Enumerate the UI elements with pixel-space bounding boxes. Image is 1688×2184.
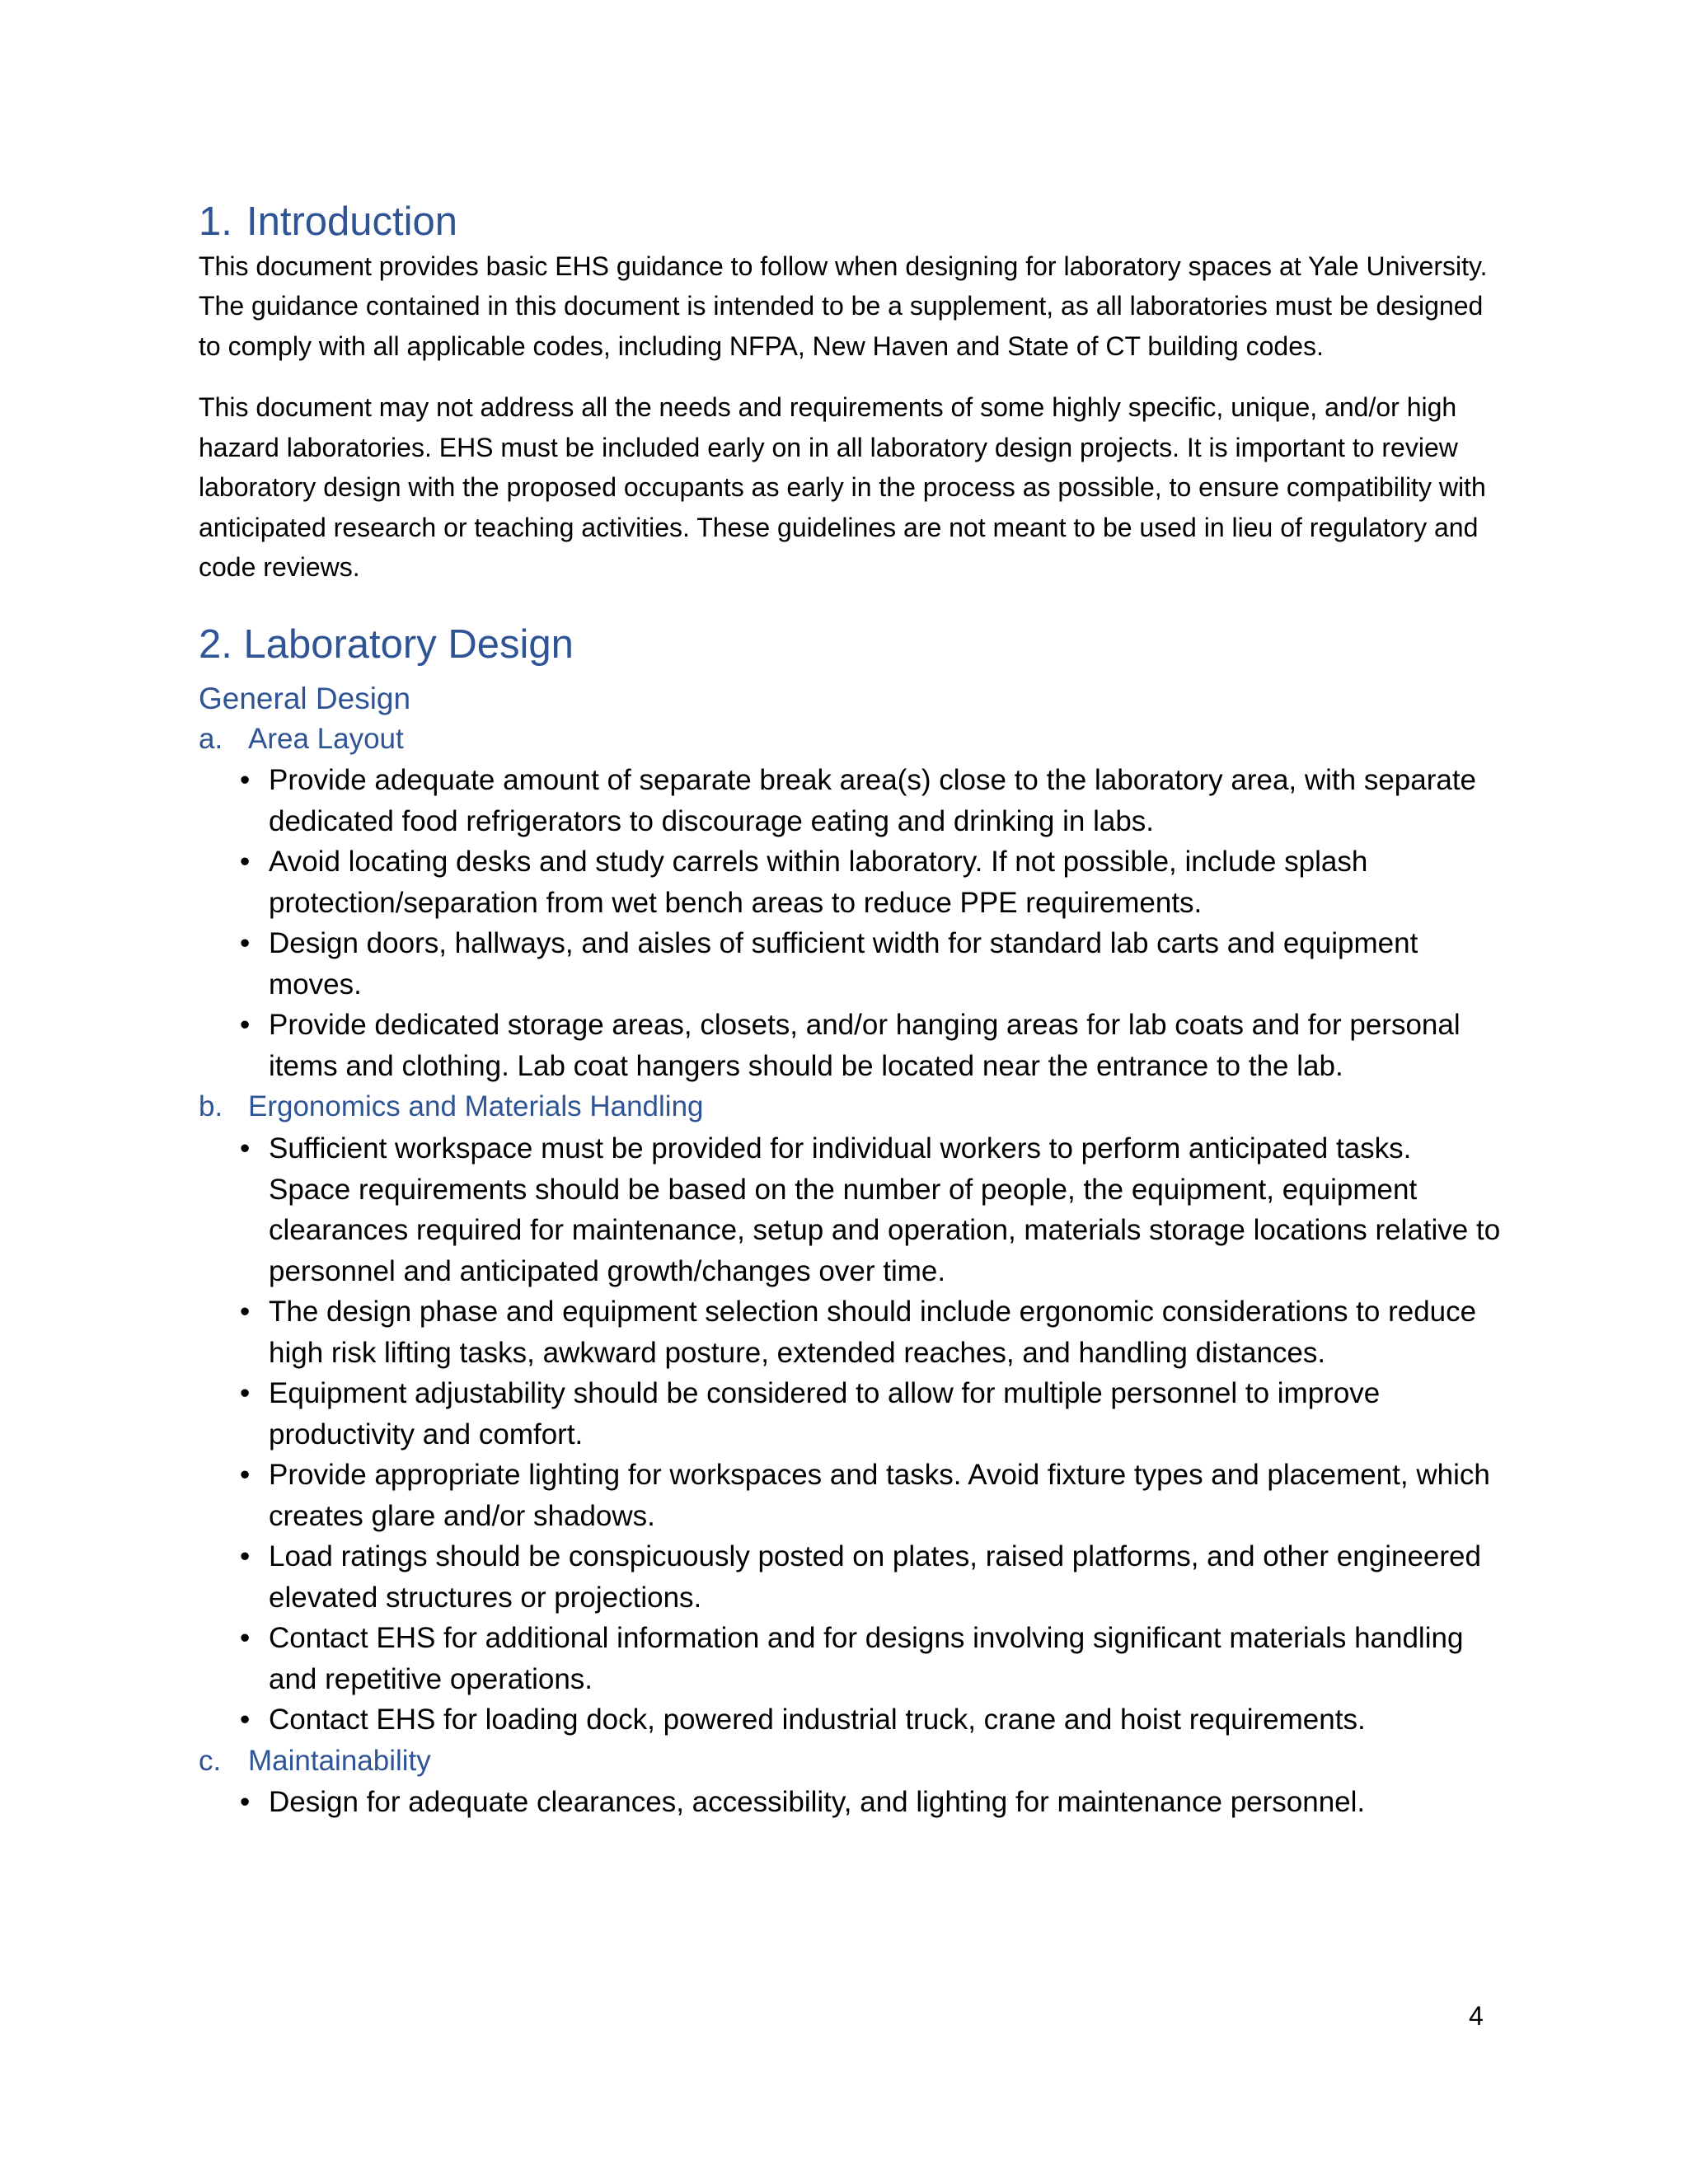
list-item [199, 1005, 1501, 1086]
list-item-text: Avoid locating desks and study carrels within laboratory. If not possible, include splash protection/separation from wet bench areas to reduce PPE requirements. [269, 846, 1368, 919]
section-title: Ergonomics and Materials Handling [248, 1090, 704, 1123]
bullet-icon: • [240, 1786, 251, 1819]
bullet-icon: • [240, 1132, 251, 1165]
bullet-icon: • [240, 1459, 251, 1492]
list-item [199, 1699, 1501, 1741]
list-item-text: Load ratings should be conspicuously posted on plates, raised platforms, and other engineered elevated structures or projections. [269, 1540, 1481, 1614]
list-item [199, 1128, 1501, 1291]
list-item [199, 1536, 1501, 1618]
list-item-text: Provide adequate amount of separate break area(s) close to the laboratory area, with separate dedicated food refrigerators to discourage eating and drinking in labs. [269, 764, 1477, 837]
section-heading [199, 1086, 1501, 1128]
heading-number: 1. [199, 199, 232, 244]
laboratory-design-heading: 2. Laboratory Design [199, 621, 574, 667]
intro-paragraph-2: This document may not address all the needs and requirements of some highly specific, unique, and/or high hazard laboratories. EHS must be included early on in all laboratory design projects. It is important to review laboratory design with the proposed occupants as early in the process as possible, to ensure compatibility with anticipated research or teaching activities. These guidelines are not meant to be used in lieu of regulatory and code reviews. [199, 392, 1486, 583]
bullet-list [199, 1128, 1501, 1741]
bullet-icon: • [240, 1622, 251, 1655]
section-letter: c. [199, 1744, 222, 1777]
list-item [199, 1373, 1501, 1455]
list-item [199, 1455, 1501, 1536]
list-item-text: Design for adequate clearances, accessibility, and lighting for maintenance personnel. [269, 1786, 1366, 1819]
bullet-icon: • [240, 1704, 251, 1736]
bullet-icon: • [240, 1540, 251, 1573]
list-item [199, 923, 1501, 1005]
section-letter: a. [199, 722, 223, 755]
list-item [199, 1782, 1501, 1823]
list-item-text: Contact EHS for loading dock, powered industrial truck, crane and hoist requirements. [269, 1704, 1366, 1736]
heading-text: Introduction [246, 199, 458, 244]
list-item [199, 1291, 1501, 1373]
list-item-text: Provide appropriate lighting for workspaces and tasks. Avoid fixture types and placement, which creates glare and/or shadows. [269, 1459, 1490, 1532]
section-title: Maintainability [248, 1744, 431, 1777]
section-area-layout [199, 719, 1501, 1087]
list-item-text: Design doors, hallways, and aisles of sufficient width for standard lab carts and equipment moves. [269, 927, 1418, 1001]
bullet-icon: • [240, 1009, 251, 1042]
intro-paragraph-1: This document provides basic EHS guidance to follow when designing for laboratory spaces at Yale University. The guidance contained in this document is intended to be a supplement, as all laboratories must be designed to comply with all applicable codes, including NFPA, New Haven and State of CT building codes. [199, 251, 1488, 361]
section-maintainability [199, 1741, 1501, 1823]
list-item-text: Equipment adjustability should be considered to allow for multiple personnel to improve productivity and comfort. [269, 1377, 1381, 1451]
bullet-list [199, 760, 1501, 1086]
list-item-text: Provide dedicated storage areas, closets, and/or hanging areas for lab coats and for personal items and clothing. Lab coat hangers should be located near the entrance to the lab. [269, 1009, 1461, 1082]
bullet-list [199, 1782, 1501, 1823]
document-page [199, 198, 1501, 1823]
list-item [199, 841, 1501, 923]
bullet-icon: • [240, 1377, 251, 1410]
bullet-icon: • [240, 764, 251, 797]
general-design-subheading: General Design [199, 681, 411, 715]
introduction-heading [199, 198, 1501, 246]
page-number: 4 [1469, 2001, 1484, 2031]
section-heading [199, 719, 1501, 761]
list-item-text: Sufficient workspace must be provided for individual workers to perform anticipated tasks. Space requirements should be based on the number of people, the equipment, equipment clearances required for maintenance, setup and operation, materials storage locations relative to personnel and anticipated growth/changes over time. [269, 1132, 1501, 1287]
bullet-icon: • [240, 846, 251, 879]
section-heading [199, 1741, 1501, 1783]
list-item [199, 1618, 1501, 1699]
section-ergonomics [199, 1086, 1501, 1740]
list-item [199, 760, 1501, 841]
section-title: Area Layout [248, 722, 404, 755]
bullet-icon: • [240, 1296, 251, 1329]
list-item-text: The design phase and equipment selection should include ergonomic considerations to reduce high risk lifting tasks, awkward posture, extended reaches, and handling distances. [269, 1296, 1477, 1369]
section-letter: b. [199, 1090, 223, 1123]
list-item-text: Contact EHS for additional information and for designs involving significant materials handling and repetitive operations. [269, 1622, 1464, 1695]
bullet-icon: • [240, 927, 251, 960]
